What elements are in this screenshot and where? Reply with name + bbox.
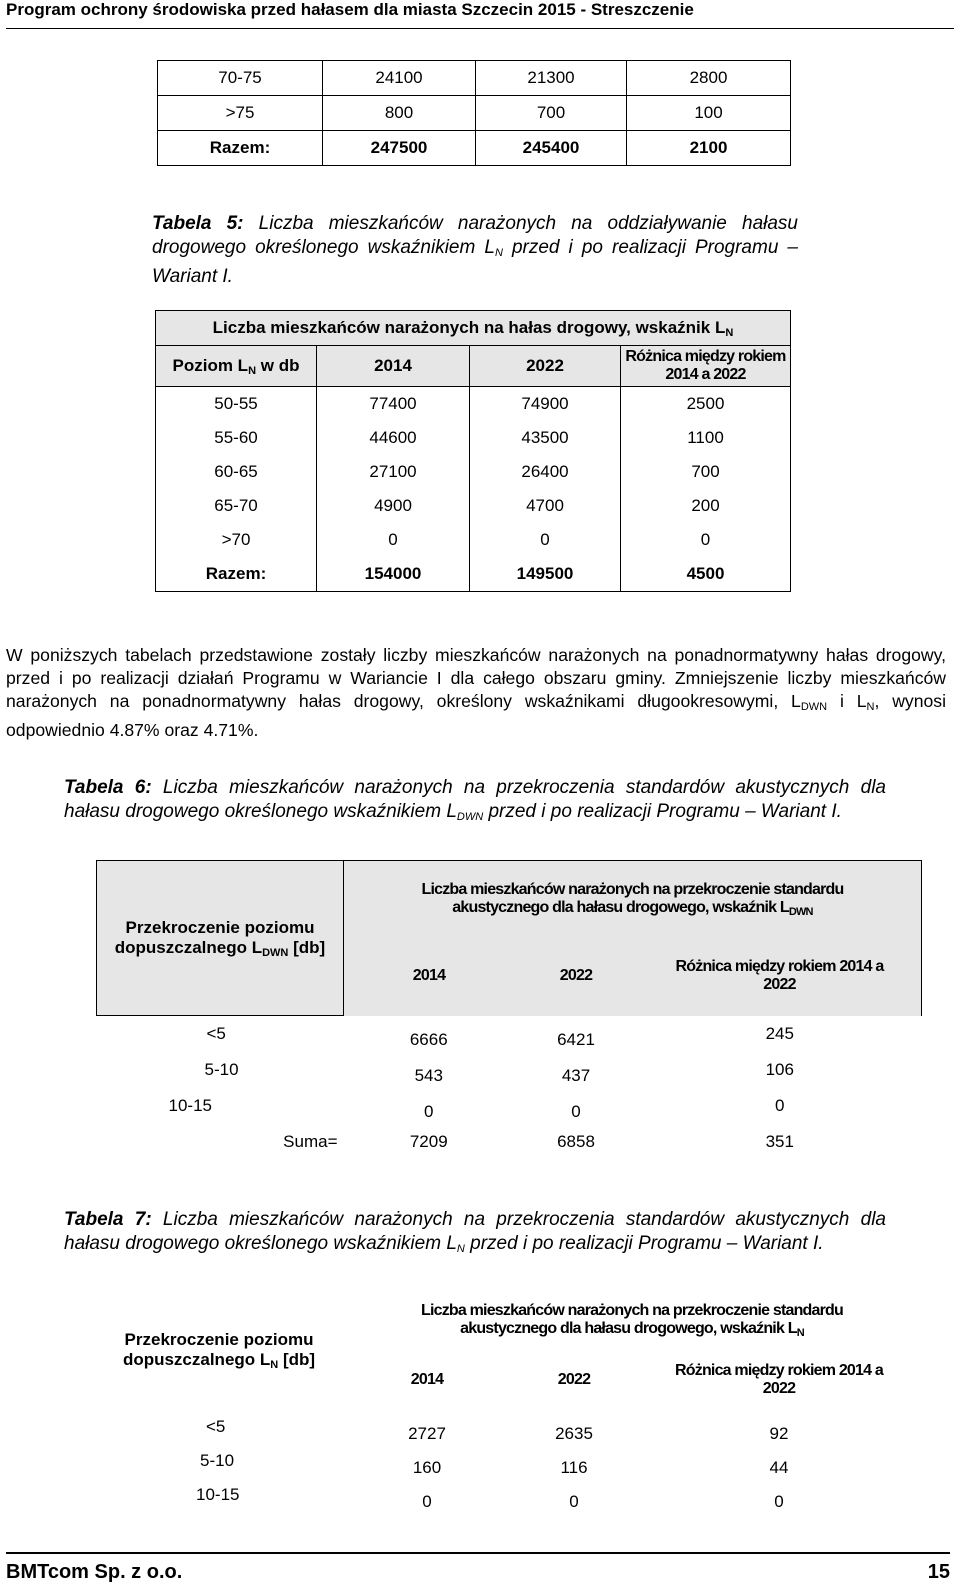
table-cell: 2727 xyxy=(408,1424,446,1443)
subscript: DWN xyxy=(262,946,289,959)
header-threshold xyxy=(97,861,344,1016)
table-cell: 60-65 xyxy=(156,455,317,489)
caption-table-6 xyxy=(64,776,886,829)
table-row xyxy=(156,489,791,523)
table-cell: 245 xyxy=(765,1023,794,1043)
table-cell: 351 xyxy=(765,1132,794,1151)
header-2014: 2014 xyxy=(344,937,515,1016)
table-cell: 149500 xyxy=(470,557,621,592)
table-continuation xyxy=(157,60,791,166)
table-row xyxy=(97,1088,922,1124)
caption-text: Liczba mieszkańców narażonych na oddziaływanie hałasu drogowego określonego wskaźnikiem L xyxy=(152,213,798,258)
subscript: N xyxy=(270,1358,279,1371)
header-level xyxy=(156,346,317,387)
header-threshold xyxy=(96,1290,342,1410)
table-cell: 10-15 xyxy=(168,1096,212,1115)
table-title xyxy=(156,311,791,346)
subscript: N xyxy=(248,364,257,377)
table-cell: <5 xyxy=(206,1024,226,1043)
table-cell: 437 xyxy=(561,1066,591,1085)
caption-subscript: N xyxy=(494,247,503,259)
table-cell: 106 xyxy=(765,1060,794,1079)
table-6 xyxy=(96,860,922,1160)
table-cell: 2635 xyxy=(555,1424,593,1443)
table-cell: 4500 xyxy=(621,557,791,592)
table-cell: Razem: xyxy=(156,557,317,592)
table-cell: 0 xyxy=(569,1492,579,1511)
table-cell: 77400 xyxy=(317,387,470,422)
header-text: Liczba mieszkańców narażonych na przekroczenie standardu akustycznego dla hałasu drogowego, wskaźnik L xyxy=(420,1301,843,1337)
table-header-row xyxy=(156,346,791,387)
table-cell: 0 xyxy=(470,523,621,557)
caption-subscript: DWN xyxy=(456,811,484,823)
table-total-row xyxy=(156,557,791,592)
table-cell: 800 xyxy=(323,96,476,131)
table-cell: 700 xyxy=(621,455,791,489)
table-row xyxy=(158,96,791,131)
table-row xyxy=(158,61,791,96)
page-number: 15 xyxy=(927,1561,950,1583)
table-cell: 10-15 xyxy=(196,1485,240,1504)
table-cell: 65-70 xyxy=(156,489,317,523)
header-2022: 2022 xyxy=(470,346,621,387)
table-cell: 6421 xyxy=(557,1029,595,1049)
caption-label: Tabela 5: xyxy=(152,213,244,234)
table-cell: 247500 xyxy=(323,131,476,166)
table-cell: 0 xyxy=(424,1102,434,1121)
header-text: Przekroczenie poziomu dopuszczalnego L xyxy=(122,1329,314,1369)
header-difference: Różnica między rokiem 2014 a 2022 xyxy=(621,346,791,387)
table-cell: 0 xyxy=(774,1492,784,1511)
header-text: Liczba mieszkańców narażonych na przekroczenie standardu akustycznego dla hałasu drogowego, wskaźnik L xyxy=(421,880,844,916)
table-cell: Suma= xyxy=(283,1132,338,1151)
subscript: N xyxy=(866,701,875,713)
table-title-text: Liczba mieszkańców narażonych na hałas drogowy, wskaźnik L xyxy=(212,317,726,337)
table-sum-row xyxy=(97,1124,922,1160)
table-cell: 4700 xyxy=(470,489,621,523)
table-cell: 2800 xyxy=(627,61,791,96)
table-cell: 74900 xyxy=(470,387,621,422)
table-row xyxy=(96,1410,922,1444)
caption-text: przed i po realizacji Programu – Wariant I. xyxy=(470,1233,824,1254)
header-2014: 2014 xyxy=(317,346,470,387)
header-2014: 2014 xyxy=(410,1371,444,1388)
page-header-title: Program ochrony środowiska przed hałasem dla miasta Szczecin 2015 - Streszczenie xyxy=(6,0,694,19)
table-cell: >70 xyxy=(156,523,317,557)
table-cell: 50-55 xyxy=(156,387,317,422)
table-row xyxy=(156,387,791,422)
table-row xyxy=(156,455,791,489)
table-cell: Razem: xyxy=(158,131,323,166)
table-row xyxy=(156,421,791,455)
table-cell: 200 xyxy=(621,489,791,523)
header-group xyxy=(344,861,922,938)
subscript: DWN xyxy=(788,905,813,918)
table-cell: 154000 xyxy=(317,557,470,592)
paragraph-text: i L xyxy=(827,691,867,711)
table-cell: 44600 xyxy=(317,421,470,455)
table-cell: 70-75 xyxy=(158,61,323,96)
table-cell: 1100 xyxy=(621,421,791,455)
page-header xyxy=(6,0,954,29)
table-cell: 4900 xyxy=(317,489,470,523)
table-cell: 0 xyxy=(422,1492,432,1511)
subscript: DWN xyxy=(800,701,828,713)
table-cell: 5-10 xyxy=(204,1060,239,1079)
header-text: w db xyxy=(260,355,300,375)
header-difference: Różnica między rokiem 2014 a 2022 xyxy=(638,937,922,1016)
header-text: Poziom L xyxy=(172,355,249,375)
footer-company: BMTcom Sp. z o.o. xyxy=(6,1561,183,1583)
table-row xyxy=(97,1052,922,1088)
table-cell: 0 xyxy=(775,1096,785,1115)
table-cell: 6858 xyxy=(557,1132,595,1151)
table-cell: 2500 xyxy=(621,387,791,422)
table-cell: 0 xyxy=(571,1102,581,1121)
header-2022: 2022 xyxy=(557,1371,591,1388)
table-cell: 700 xyxy=(476,96,627,131)
page-footer xyxy=(6,1552,950,1584)
table-row xyxy=(97,1016,922,1053)
table-cell: 5-10 xyxy=(200,1451,235,1470)
header-text: Przekroczenie poziomu dopuszczalnego L xyxy=(114,917,315,957)
table-5 xyxy=(155,310,791,592)
header-text: [db] xyxy=(282,1349,316,1369)
table-cell: 92 xyxy=(769,1424,789,1443)
table-header-row xyxy=(97,861,922,938)
caption-table-7 xyxy=(64,1208,886,1261)
caption-table-5 xyxy=(152,212,798,289)
table-cell: 0 xyxy=(621,523,791,557)
table-cell: 21300 xyxy=(476,61,627,96)
body-paragraph xyxy=(6,644,946,742)
table-row xyxy=(96,1444,922,1478)
table-cell: 26400 xyxy=(470,455,621,489)
caption-text: przed i po realizacji Programu – Wariant I. xyxy=(488,801,842,822)
caption-subscript: N xyxy=(456,1243,465,1255)
table-cell: 43500 xyxy=(470,421,621,455)
table-cell: 44 xyxy=(769,1458,789,1477)
table-cell: 2100 xyxy=(627,131,791,166)
table-total-row xyxy=(158,131,791,166)
subscript: N xyxy=(796,1326,804,1339)
table-7 xyxy=(96,1290,922,1512)
table-cell: 27100 xyxy=(317,455,470,489)
subscript: N xyxy=(725,326,734,339)
paragraph-text: , wynosi odpowiednio 4.87% oraz 4.71%. xyxy=(6,691,946,740)
header-group xyxy=(342,1290,922,1350)
table-cell: 55-60 xyxy=(156,421,317,455)
table-header-row xyxy=(96,1290,922,1350)
header-2022: 2022 xyxy=(514,937,638,1016)
table-cell: >75 xyxy=(158,96,323,131)
table-cell: 116 xyxy=(560,1458,588,1477)
table-cell: 7209 xyxy=(409,1132,448,1151)
header-text: [db] xyxy=(293,937,326,957)
caption-text: Liczba mieszkańców narażonych na przekroczenia standardów akustycznych dla hałasu drogowego określonego wskaźnikiem L xyxy=(64,1209,886,1254)
table-cell: 0 xyxy=(317,523,470,557)
table-row xyxy=(96,1478,922,1512)
table-row xyxy=(156,523,791,557)
caption-label: Tabela 7: xyxy=(64,1209,152,1230)
paragraph-text: W poniższych tabelach przedstawione zostały liczby mieszkańców narażonych na ponadnormatywny hałas drogowy, przed i po realizacji działań Programu w Wariancie I dla całego obszaru gminy. Zmniejszenie liczby mieszkańców narażonych na ponadnormatywny hałas drogowy, określony wskaźnikami długookresowymi, L xyxy=(6,645,946,711)
table-cell: 245400 xyxy=(476,131,627,166)
header-difference: Różnica między rokiem 2014 a 2022 xyxy=(675,1362,883,1397)
table-cell: 6666 xyxy=(409,1029,448,1049)
table-cell: 100 xyxy=(627,96,791,131)
caption-text: Liczba mieszkańców narażonych na przekroczenia standardów akustycznych dla hałasu drogowego określonego wskaźnikiem L xyxy=(64,777,886,822)
table-title-row xyxy=(156,311,791,346)
table-cell: 543 xyxy=(414,1066,443,1085)
table-cell: <5 xyxy=(206,1417,226,1436)
caption-label: Tabela 6: xyxy=(64,777,152,798)
table-cell: 160 xyxy=(412,1458,442,1477)
caption-text: przed i po realizacji Programu – Wariant I. xyxy=(152,237,799,287)
table-cell: 24100 xyxy=(323,61,476,96)
